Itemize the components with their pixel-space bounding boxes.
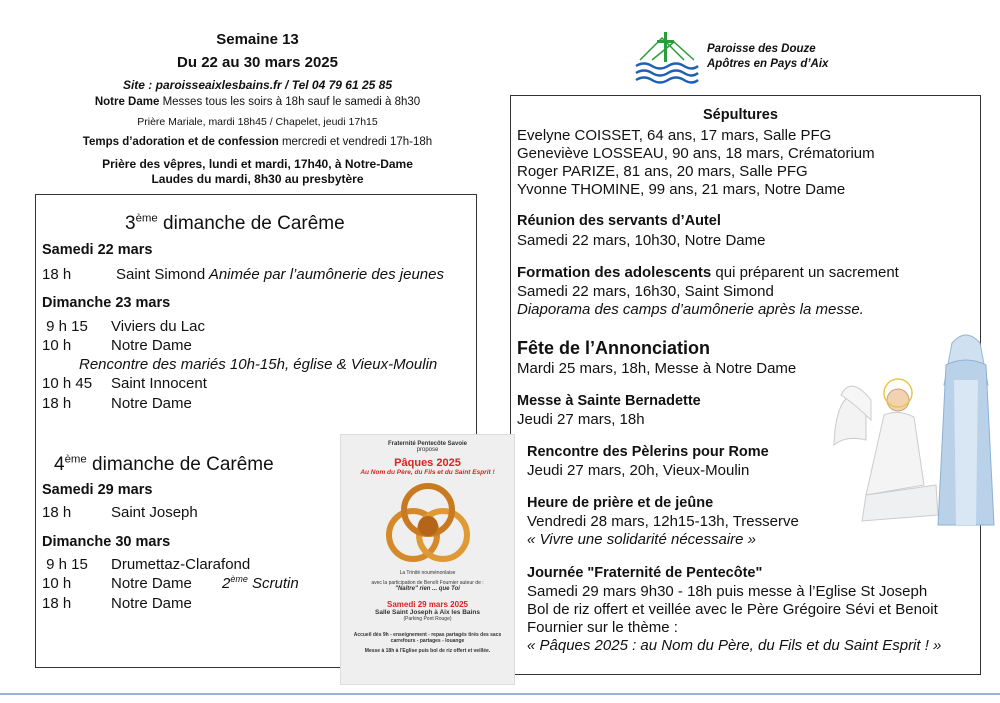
fourth-sunday-heading <box>54 454 274 476</box>
sat22-line <box>116 265 444 284</box>
poster-accueil: Accueil dès 9h - enseignement - repas partagés tirés des sacs carrefours - partages - louange <box>353 632 502 644</box>
poster-messe: Messe à 18h à l'Eglise puis bol de riz offert et veillée. <box>364 648 491 654</box>
pentecote-line1: Samedi 29 mars 9h30 - 18h puis messe à l’Eglise St Joseph <box>527 583 928 600</box>
parish-logo-icon <box>632 30 702 86</box>
poster-subtitle: Au Nom du Père, du Fils et du Saint Esprit ! <box>360 469 495 476</box>
sepulture-item: Evelyne COISSET, 64 ans, 17 mars, Salle PFG <box>517 127 832 144</box>
jeune-title: Heure de prière et de jeûne <box>527 495 714 511</box>
pentecote-line3: Fournier sur le thème : <box>527 619 678 636</box>
parish-name-line2: Apôtres en Pays d’Aix <box>707 58 829 70</box>
trinity-knot-icon <box>383 480 473 570</box>
poster-participation: avec la participation de Benoît Fournier auteur de : <box>371 580 484 586</box>
sun30-time3: 18 h <box>42 595 72 612</box>
sun23-time4: 18 h <box>42 395 72 412</box>
sun30-time2: 10 h <box>42 575 72 592</box>
pelerins-text: Jeudi 27 mars, 20h, Vieux-Moulin <box>527 462 750 479</box>
poster-book: "Naître" rien ... que Toi <box>395 586 460 592</box>
scrutin-text: Scrutin <box>247 575 299 592</box>
sat29-time: 18 h <box>42 504 72 521</box>
sat22-time: 18 h <box>42 266 72 283</box>
annonciation-title: Fête de l’Annonciation <box>517 338 711 358</box>
sat22-note: Animée par l’aumônerie des jeunes <box>205 266 444 283</box>
parish-name-line1: Paroisse des Douze <box>707 43 816 55</box>
bottom-divider <box>0 693 1000 695</box>
sepultures-title: Sépultures <box>703 107 778 123</box>
notre-dame-text: Messes tous les soirs à 18h sauf le samedi à 8h30 <box>159 96 421 108</box>
third-sunday-text: dimanche de Carême <box>157 213 345 234</box>
pelerins-title: Rencontre des Pèlerins pour Rome <box>527 444 769 460</box>
sat22-place: Saint Simond <box>116 266 206 283</box>
sun23-heading: Dimanche 23 mars <box>42 295 171 311</box>
sun30-place2: Notre Dame <box>111 575 192 592</box>
sun23-note: Rencontre des mariés 10h-15h, église & Vieux-Moulin <box>79 356 438 373</box>
poster-trinite: La Trinité nouménonlaise <box>399 570 456 576</box>
third-sunday-num: 3 <box>125 213 136 234</box>
sepulture-item: Yvonne THOMINE, 99 ans, 21 mars, Notre Dame <box>517 181 846 198</box>
annonciation-text: Mardi 25 mars, 18h, Messe à Notre Dame <box>517 360 797 377</box>
servants-text: Samedi 22 mars, 10h30, Notre Dame <box>517 232 766 249</box>
week-dates: Du 22 au 30 mars 2025 <box>177 54 338 71</box>
ados-text: Samedi 22 mars, 16h30, Saint Simond <box>517 283 774 300</box>
pentecote-line4: « Pâques 2025 : au Nom du Père, du Fils et du Saint Esprit ! » <box>527 637 942 654</box>
ados-title: Formation des adolescents <box>517 264 712 281</box>
poster-parking: (Parking Pont Rouge) <box>403 616 452 622</box>
jeune-note: « Vivre une solidarité nécessaire » <box>527 531 757 548</box>
sun30-time1: 9 h 15 <box>42 556 88 573</box>
ados-title-line <box>517 264 899 282</box>
annunciation-image <box>826 325 998 533</box>
scrutin-sup: ème <box>230 574 248 584</box>
sun23-place3: Saint Innocent <box>111 375 207 392</box>
notre-dame-label: Notre Dame <box>94 96 160 108</box>
third-sunday-heading <box>125 213 345 235</box>
adoration-text: mercredi et vendredi 17h-18h <box>278 136 433 148</box>
poster-propose: propose <box>416 447 439 453</box>
sun30-place1: Drumettaz-Clarafond <box>111 556 251 573</box>
site-contact-link[interactable]: Site : paroisseaixlesbains.fr / Tel 04 79 61 25 85 <box>122 78 393 92</box>
sun23-time1: 9 h 15 <box>42 318 88 335</box>
ados-note: Diaporama des camps d’aumônerie après la messe. <box>517 301 864 318</box>
poster-date: Samedi 29 mars 2025 <box>387 600 468 609</box>
week-title: Semaine 13 <box>216 31 299 48</box>
poster-title: Pâques 2025 <box>394 457 461 469</box>
pentecote-line2: Bol de riz offert et veillée avec le Père Grégoire Sévi et Benoit <box>527 601 938 618</box>
scrutin-label <box>222 574 299 593</box>
servants-title: Réunion des servants d’Autel <box>517 213 721 229</box>
vepres-line: Prière des vêpres, lundi et mardi, 17h40, à Notre-Dame <box>102 157 413 171</box>
sat22-heading: Samedi 22 mars <box>42 242 153 258</box>
third-sunday-sup: ème <box>135 212 158 225</box>
bernadette-text: Jeudi 27 mars, 18h <box>517 411 645 428</box>
notre-dame-masses <box>40 96 475 108</box>
sun23-time3: 10 h 45 <box>42 375 93 392</box>
scrutin-num: 2 <box>222 575 231 592</box>
fourth-sunday-text: dimanche de Carême <box>86 454 274 475</box>
poster-org: Fraternité Pentecôte Savoie <box>387 441 468 447</box>
sun30-heading: Dimanche 30 mars <box>42 534 171 550</box>
sun23-time2: 10 h <box>42 337 72 354</box>
bernadette-title: Messe à Sainte Bernadette <box>517 393 701 409</box>
sun23-place2: Notre Dame <box>111 337 192 354</box>
fourth-sunday-sup: ème <box>64 453 87 466</box>
jeune-text: Vendredi 28 mars, 12h15-13h, Tresserve <box>527 513 799 530</box>
pentecote-title: Journée "Fraternité de Pentecôte" <box>527 565 763 581</box>
sat29-heading: Samedi 29 mars <box>42 482 153 498</box>
sun30-place3: Notre Dame <box>111 595 192 612</box>
adoration-label: Temps d’adoration et de confession <box>82 136 279 148</box>
priere-mariale: Prière Mariale, mardi 18h45 / Chapelet, jeudi 17h15 <box>137 116 378 128</box>
ados-title-rest: qui préparent un sacrement <box>711 264 899 281</box>
adoration-line <box>40 136 475 148</box>
sun23-place4: Notre Dame <box>111 395 192 412</box>
poster-place: Salle Saint Joseph à Aix les Bains <box>375 609 480 616</box>
sepulture-item: Geneviève LOSSEAU, 90 ans, 18 mars, Crématorium <box>517 145 875 162</box>
laudes-line: Laudes du mardi, 8h30 au presbytère <box>151 172 364 186</box>
sepulture-item: Roger PARIZE, 81 ans, 20 mars, Salle PFG <box>517 163 808 180</box>
sat29-place: Saint Joseph <box>111 504 198 521</box>
fourth-sunday-num: 4 <box>54 454 65 475</box>
sun23-place1: Viviers du Lac <box>111 318 205 335</box>
easter-poster-image <box>340 434 515 685</box>
